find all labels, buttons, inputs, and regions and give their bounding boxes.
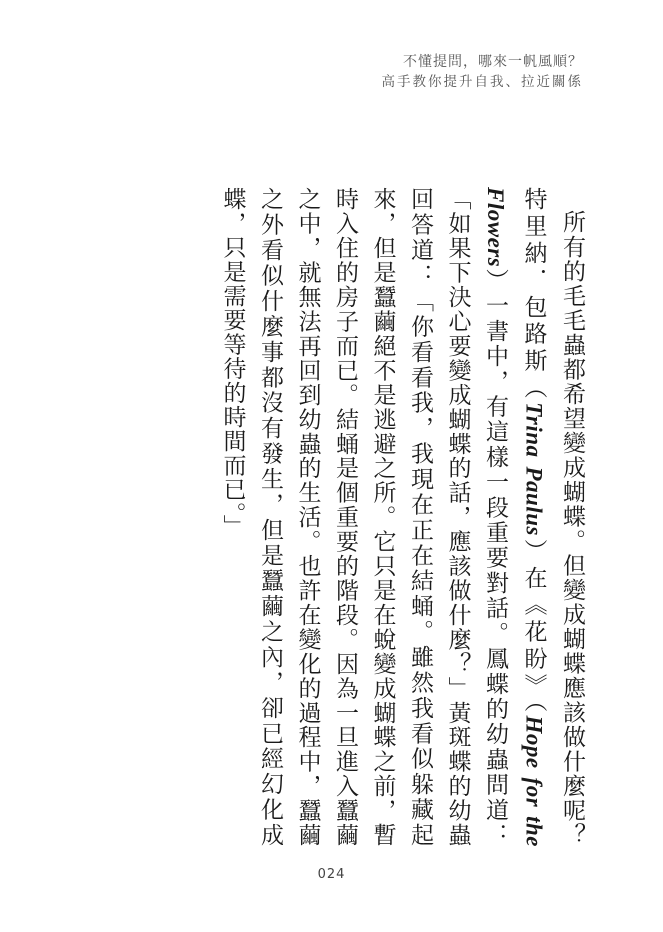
text-segment: ）在《花盼》（ — [520, 535, 547, 716]
book-title-latin: Hope for the Flowers — [483, 187, 547, 848]
author-name-latin: Trina Paulus — [521, 402, 547, 536]
book-subtitle: 高手教你提升自我、拉近關係 — [381, 74, 583, 90]
book-title: 不懂提問，哪來一帆風順？ — [403, 54, 583, 70]
text-segment: 所有的毛毛蟲都希望變成蝴蝶。但變成蝴蝶應該做什麼呢？特里納．包路斯（ — [520, 187, 585, 847]
text-segment: ）一書中，有這樣一段重要對話。鳳蝶的幼蟲問道：「如果下決心要變成蝴蝶的話，應該做什麼？」黃斑蝶的幼蟲回答道：「你看看我，我現在正在結蛹。雖然我看似躲藏起來，但是蠶繭絕不是逃避之所。它只是在蛻變成蝴蝶之前，暫時入住的房子而已。結蛹是個重要的階段。因為一旦進入蠶繭之中，就無法再回到幼蟲的生活。也許在變化的過程中，蠶繭之外看似什麼事都沒有發生，但是蠶繭之內，卻已經幻化成蝶，只是需要等待的時間而已。」 — [219, 187, 508, 847]
running-head — [382, 52, 584, 92]
paragraph — [213, 187, 590, 847]
body-text — [219, 187, 590, 848]
page-number: 024 — [317, 867, 346, 882]
